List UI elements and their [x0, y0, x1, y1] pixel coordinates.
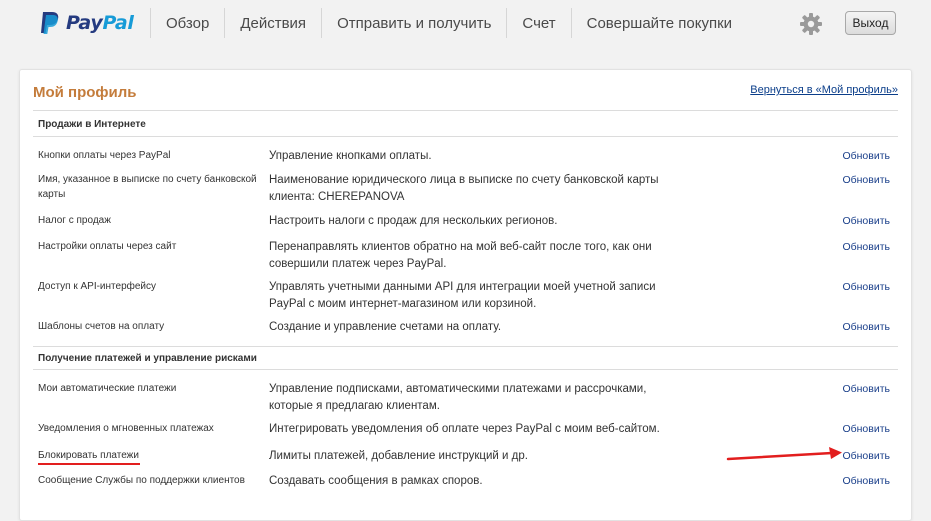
update-link[interactable]: Обновить: [842, 450, 890, 462]
row-label: Кнопки оплаты через PayPal: [38, 150, 171, 161]
nav-account[interactable]: Счет: [506, 8, 570, 38]
highlight-underline: [38, 463, 140, 465]
row-description: Создание и управление счетами на оплату.: [269, 321, 502, 333]
row-description: Наименование юридического лица в выписке по счету банковской карты клиента: CHEREPANOVA: [269, 174, 659, 203]
nav-send-receive[interactable]: Отправить и получить: [321, 8, 506, 38]
divider: [33, 110, 898, 111]
row-label: Шаблоны счетов на оплату: [38, 321, 165, 332]
row-description: Интегрировать уведомления об оплате через PayPal с моим веб-сайтом.: [269, 423, 660, 435]
row-label: Налог с продаж: [38, 215, 111, 226]
row-label: Мои автоматические платежи: [38, 383, 177, 394]
page-title: Мой профиль: [33, 84, 137, 101]
update-link[interactable]: Обновить: [842, 215, 890, 227]
row-label: Сообщение Службы по поддержки клиентов: [38, 475, 245, 486]
section-heading: Получение платежей и управление рисками: [33, 346, 898, 370]
section-heading: Продажи в Интернете: [33, 113, 898, 137]
row-description: Управление подписками, автоматическими платежами и рассрочками, которые я предлагаю клиентам.: [269, 383, 647, 412]
top-navigation-bar: [0, 0, 931, 47]
back-to-profile-link[interactable]: Вернуться в «Мой профиль»: [750, 84, 898, 96]
row-description: Управлять учетными данными API для интеграции моей учетной записи PayPal с моим интернет-магазином или корзиной.: [269, 281, 656, 310]
update-link[interactable]: Обновить: [842, 241, 890, 253]
nav-activity[interactable]: Действия: [224, 8, 321, 38]
red-arrow-annotation: [726, 443, 846, 463]
update-link[interactable]: Обновить: [842, 383, 890, 395]
row-description: Управление кнопками оплаты.: [269, 150, 432, 162]
update-link[interactable]: Обновить: [842, 281, 890, 293]
update-link[interactable]: Обновить: [842, 174, 890, 186]
paypal-wordmark: PayPal: [66, 12, 134, 34]
row-label: Блокировать платежи: [38, 450, 139, 461]
row-description: Перенаправлять клиентов обратно на мой веб-сайт после того, как они совершили платеж через PayPal.: [269, 241, 652, 270]
update-link[interactable]: Обновить: [842, 475, 890, 487]
row-description: Создавать сообщения в рамках споров.: [269, 475, 483, 487]
paypal-logo[interactable]: [40, 10, 134, 36]
nav-overview[interactable]: Обзор: [150, 8, 224, 38]
update-link[interactable]: Обновить: [842, 423, 890, 435]
nav-shopping[interactable]: Совершайте покупки: [571, 8, 747, 38]
row-label: Уведомления о мгновенных платежах: [38, 423, 214, 434]
row-label: Настройки оплаты через сайт: [38, 241, 177, 252]
gear-icon[interactable]: [799, 12, 823, 36]
row-label: Доступ к API-интерфейсу: [38, 281, 157, 292]
update-link[interactable]: Обновить: [842, 321, 890, 333]
logout-button[interactable]: Выход: [845, 11, 896, 35]
main-nav: [150, 8, 747, 38]
update-link[interactable]: Обновить: [842, 150, 890, 162]
row-description: Лимиты платежей, добавление инструкций и др.: [269, 450, 528, 462]
paypal-p-icon: [40, 11, 60, 35]
row-label: Имя, указанное в выписке по счету банковской карты: [38, 174, 257, 200]
row-description: Настроить налоги с продаж для нескольких регионов.: [269, 215, 558, 227]
